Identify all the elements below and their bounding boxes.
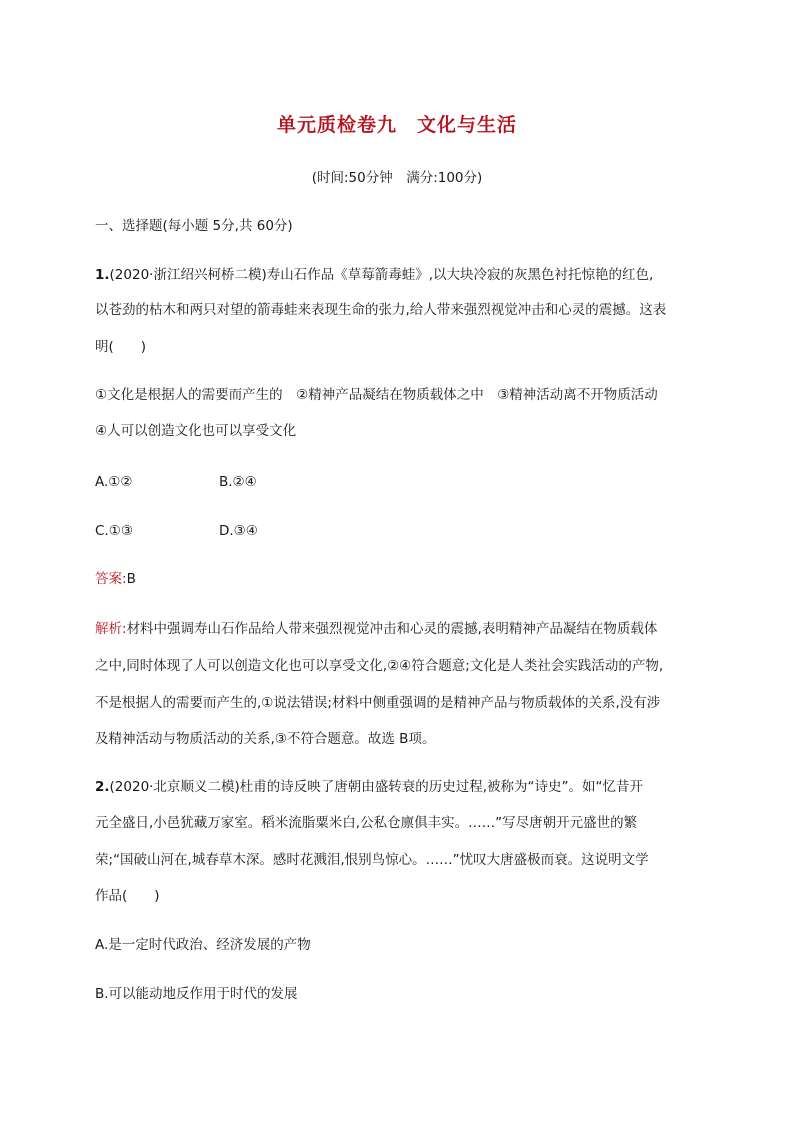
section-heading: 一、选择题(每小题 5分,共 60分) — [95, 218, 293, 234]
analysis-text-1: 材料中强调寿山石作品给人带来强烈视觉冲击和心灵的震撼,表明精神产品凝结在物质载体 — [126, 621, 658, 637]
q2-stem-line-1 — [95, 777, 705, 797]
q1-option-d: D.③④ — [219, 523, 258, 539]
q2-stem-line-3: 荣;“国破山河在,城春草木深。感时花溅泪,恨别鸟惊心。……”忧叹大唐盛极而衰。这说明文学 — [95, 852, 649, 868]
q1-stem-text-1: (2020·浙江绍兴柯桥二模)寿山石作品《草莓箭毒蛙》,以大块冷寂的灰黑色衬托惊艳的红色, — [109, 267, 654, 283]
analysis-label: 解析: — [95, 621, 127, 637]
q1-stem-line-2: 以苍劲的枯木和两只对望的箭毒蛙来表现生命的张力,给人带来强烈视觉冲击和心灵的震撼。这表 — [95, 302, 667, 318]
q1-answer — [95, 569, 705, 589]
answer-value: B — [126, 571, 136, 587]
q2-stem-line-4: 作品( ) — [95, 888, 160, 904]
q1-stem-line-3: 明( ) — [95, 339, 147, 355]
q1-analysis-line-4: 及精神活动与物质活动的关系,③不符合题意。故选 B项。 — [95, 731, 436, 747]
q1-stem-line-1 — [95, 265, 705, 285]
answer-label: 答案: — [95, 571, 127, 587]
q1-analysis-line-2: 之中,同时体现了人可以创造文化也可以享受文化,②④符合题意;文化是人类社会实践活动的产物, — [95, 658, 664, 674]
q2-stem-line-2: 元全盛日,小邑犹藏万家室。稻米流脂粟米白,公私仓廪俱丰实。……”写尽唐朝开元盛世的繁 — [95, 815, 638, 831]
q2-number: 2. — [95, 779, 110, 795]
exam-info: (时间:50分钟 满分:100分) — [311, 170, 483, 186]
q1-statement-line-2: ④人可以创造文化也可以享受文化 — [95, 423, 297, 439]
q1-analysis-line-3: 不是根据人的需要而产生的,①说法错误;材料中侧重强调的是精神产品与物质载体的关系,没有涉 — [95, 695, 661, 711]
q2-option-b: B.可以能动地反作用于时代的发展 — [95, 986, 298, 1002]
page-title: 单元质检卷九 文化与生活 — [276, 114, 517, 136]
q1-analysis-line-1 — [95, 619, 705, 639]
q1-option-a: A.①② — [95, 474, 133, 490]
q1-number: 1. — [95, 267, 110, 283]
q1-option-c: C.①③ — [95, 523, 133, 539]
q1-statement-line-1: ①文化是根据人的需要而产生的 ②精神产品凝结在物质载体之中 ③精神活动离不开物质活动 — [95, 387, 658, 403]
q1-option-b: B.②④ — [219, 474, 257, 490]
q2-stem-text-1: (2020·北京顺义二模)杜甫的诗反映了唐朝由盛转衰的历史过程,被称为“诗史”。如“忆昔开 — [109, 779, 643, 795]
q2-option-a: A.是一定时代政治、经济发展的产物 — [95, 937, 311, 953]
